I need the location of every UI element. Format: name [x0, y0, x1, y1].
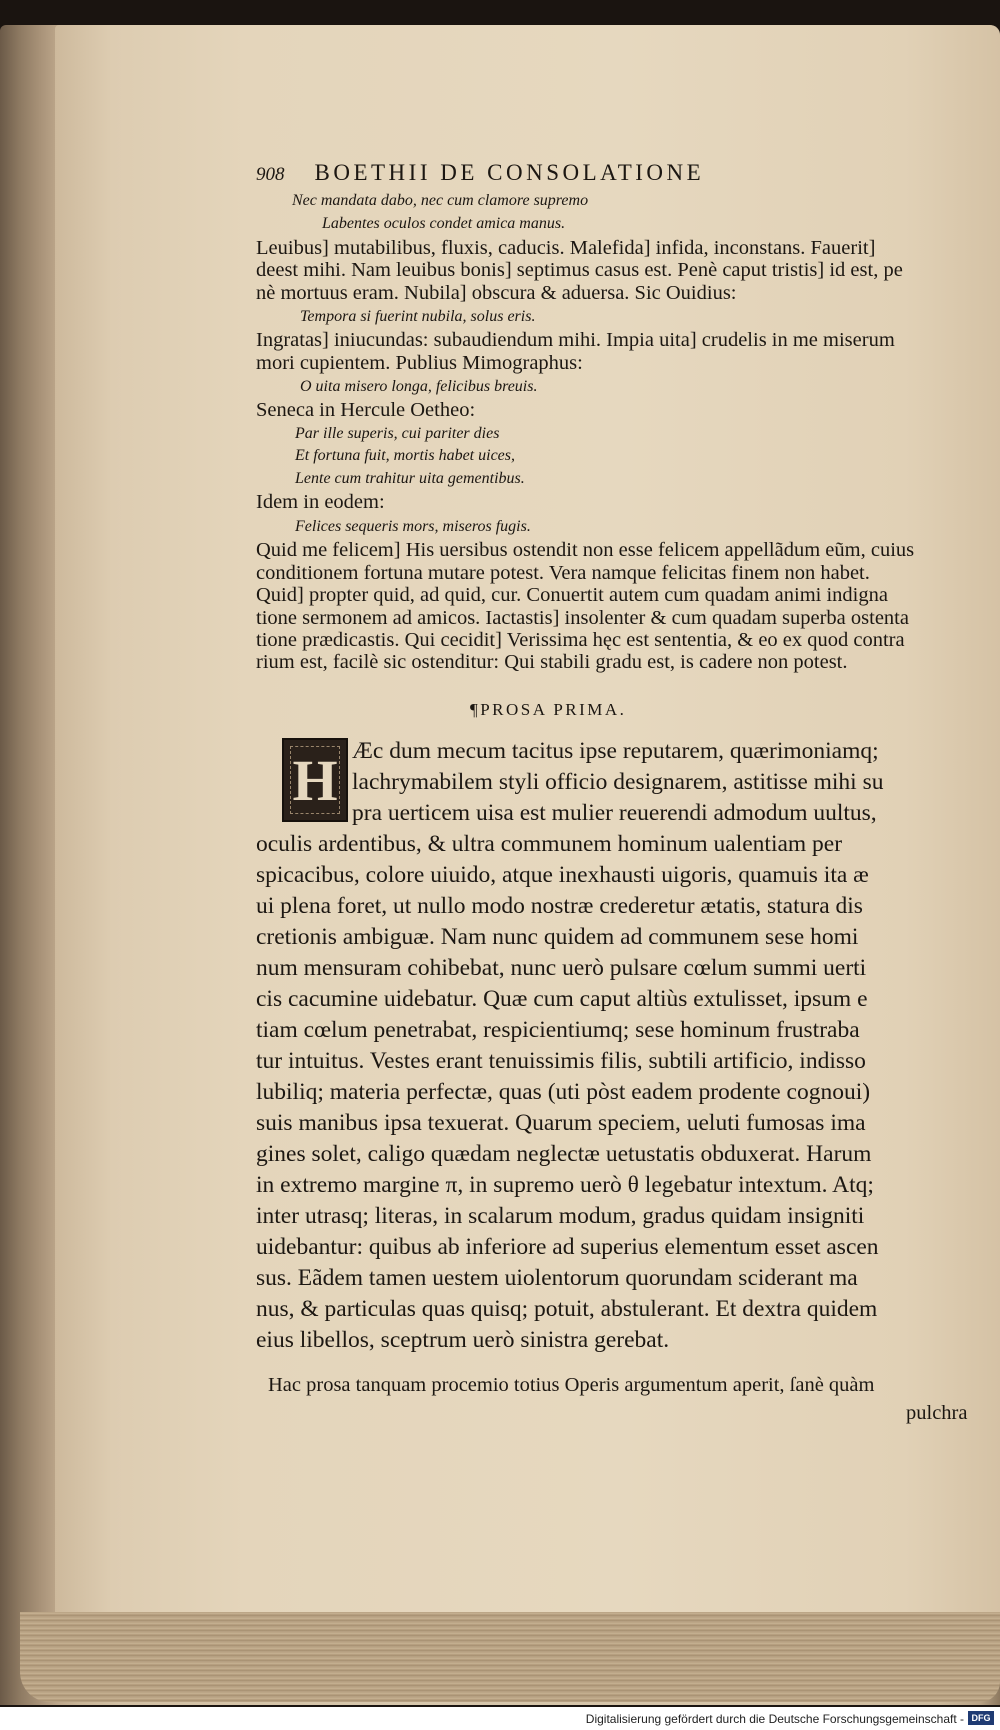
prosa-line: cis cacumine uidebatur. Quæ cum caput altiùs extulisset, ipsum e	[256, 986, 868, 1012]
text-line: Quid me felicem] His uersibus ostendit non esse felicem appellãdum eũm, cuius	[256, 539, 915, 561]
text-line: deest mihi. Nam leuibus bonis] septimus casus est. Penè caput tristis] id est, pe	[256, 259, 903, 281]
running-header	[256, 160, 704, 186]
text-line: nè mortuus eram. Nubila] obscura & aduersa. Sic Ouidius:	[256, 282, 737, 304]
prosa-line: tiam cœlum penetrabat, respicientiumq; sese hominum frustraba	[256, 1017, 860, 1043]
text-line: tione sermonem ad amicos. Iactastis] insolenter & cum quadam superba ostenta	[256, 607, 909, 629]
verse-line: Et fortuna fuit, mortis habet uices,	[295, 447, 515, 464]
text-line: rium est, facilè sic ostenditur: Qui stabili gradu est, is cadere non potest.	[256, 651, 848, 673]
verse-line: Tempora si fuerint nubila, solus eris.	[300, 308, 536, 325]
verse-line: Nec mandata dabo, nec cum clamore supremo	[292, 192, 589, 209]
text-line: Quid] propter quid, ad quid, cur. Conuertit autem cum quadam animi indigna	[256, 584, 888, 606]
prosa-line: inter utrasq; literas, in scalarum modum, gradus quidam insigniti	[256, 1203, 865, 1229]
prosa-line: ui plena foret, ut nullo modo nostræ crederetur ætatis, statura dis	[256, 893, 863, 919]
prosa-line: tur intuitus. Vestes erant tenuissimis filis, subtili artificio, indisso	[256, 1048, 866, 1074]
dfg-logo-icon: DFG	[968, 1711, 994, 1725]
prosa-line: oculis ardentibus, & ultra communem hominum ualentiam per	[256, 831, 843, 857]
verse-line: Labentes oculos condet amica manus.	[322, 215, 566, 232]
text-line: Leuibus] mutabilibus, fluxis, caducis. Malefida] infida, inconstans. Fauerit]	[256, 237, 876, 259]
decorated-initial: H	[282, 738, 348, 822]
text-line: Ingratas] iniucundas: subaudiendum mihi. Impia uita] crudelis in me miserum	[256, 329, 895, 351]
text-line: tione prædicastis. Qui cecidit] Verissima hęc est sententia, & eo ex quod contra	[256, 629, 905, 651]
footer-bar	[0, 1707, 1000, 1730]
funding-credit: Digitalisierung gefördert durch die Deutsche Forschungsgemeinschaft -	[585, 1712, 964, 1726]
verse-line: Par ille superis, cui pariter dies	[295, 425, 500, 442]
prosa-line: eius libellos, sceptrum uerò sinistra gerebat.	[256, 1327, 670, 1353]
prosa-line: sus. Eãdem tamen uestem uiolentorum quorundam sciderant ma	[256, 1265, 858, 1291]
verse-line: Felices sequeris mors, miseros fugis.	[295, 518, 531, 535]
text-line: mori cupientem. Publius Mimographus:	[256, 352, 583, 374]
prosa-line: in extremo margine π, in supremo uerò θ legebatur intextum. Atq;	[256, 1172, 874, 1198]
page-bottom-edge	[20, 1612, 1000, 1702]
prosa-line: lubiliq; materia perfectæ, quas (uti pòst eadem prodente cognoui)	[256, 1079, 871, 1105]
verse-line: O uita misero longa, felicibus breuis.	[300, 378, 538, 395]
prosa-line: Æc dum mecum tacitus ipse reputarem, quærimoniamq;	[352, 738, 879, 764]
page-number: 908	[256, 164, 285, 185]
prosa-line: cretionis ambiguæ. Nam nunc quidem ad communem sese homi	[256, 924, 859, 950]
verse-line: Lente cum trahitur uita gementibus.	[295, 470, 525, 487]
prosa-line: pra uerticem uisa est mulier reuerendi admodum uultus,	[352, 800, 877, 826]
prosa-line: gines solet, caligo quædam neglectæ uetustatis obduxerat. Harum	[256, 1141, 872, 1167]
prosa-line: num mensuram cohibebat, nunc uerò pulsare cœlum summi uerti	[256, 955, 867, 981]
section-heading: ¶PROSA PRIMA.	[470, 700, 627, 719]
prosa-line: uidebantur: quibus ab inferiore ad superius elementum esset ascen	[256, 1234, 879, 1260]
commentary-line: Hac prosa tanquam procemio totius Operis argumentum aperit, ſanè quàm	[268, 1374, 875, 1396]
prosa-line: spicacibus, colore uiuido, atque inexhausti uigoris, quamuis ita æ	[256, 862, 869, 888]
prosa-line: lachrymabilem styli officio designarem, astitisse mihi su	[352, 769, 884, 795]
text-line: conditionem fortuna mutare potest. Vera namque felicitas finem non habet.	[256, 562, 870, 584]
text-line: Idem in eodem:	[256, 491, 385, 513]
running-title: BOETHII DE CONSOLATIONE	[314, 160, 705, 185]
prosa-line: nus, & particulas quas quisq; potuit, abstulerant. Et dextra quidem	[256, 1296, 878, 1322]
text-line: Seneca in Hercule Oetheo:	[256, 399, 476, 421]
prosa-line: suis manibus ipsa texuerat. Quarum speciem, ueluti fumosas ima	[256, 1110, 866, 1136]
catchword: pulchra	[906, 1402, 968, 1424]
